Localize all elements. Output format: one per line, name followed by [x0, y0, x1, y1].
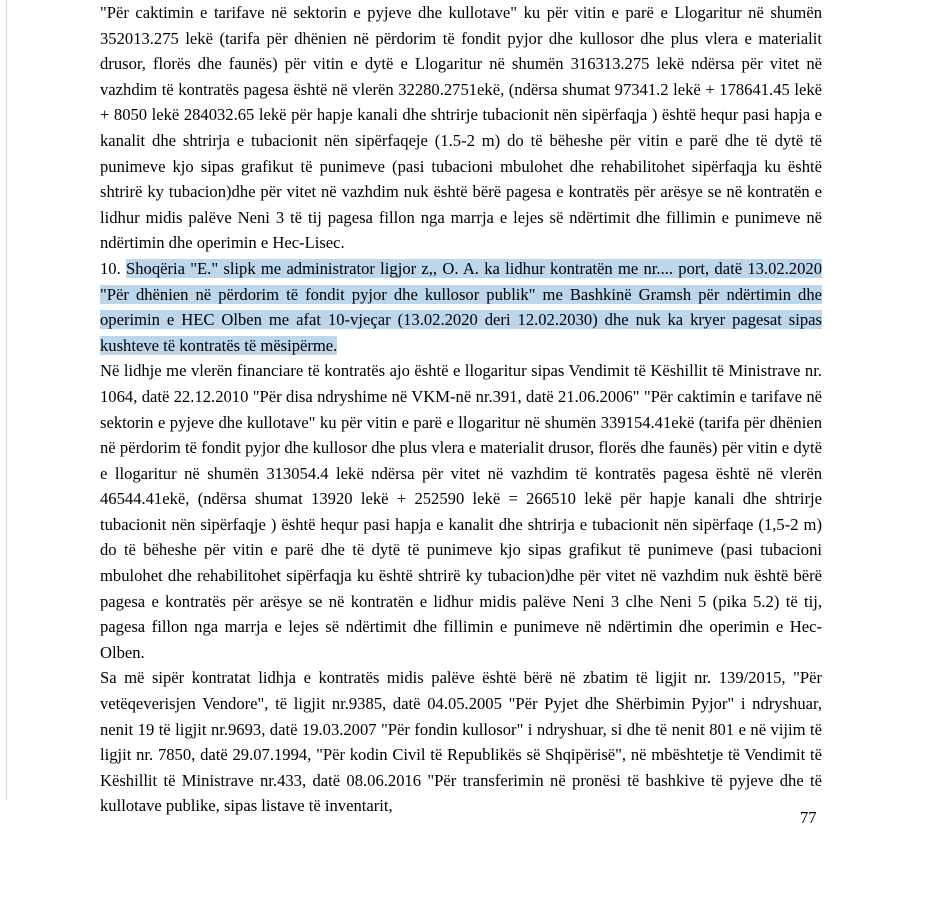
page-number: 77: [800, 808, 817, 827]
scan-edge: [0, 0, 7, 800]
paragraph-4-text: Sa më sipër kontratat lidhja e kontratës midis palëve është bërë në zbatim të ligjit nr. 139/2015, "Për vetëqeverisjen Vendore", të ligjit nr.9385, datë 04.05.2005 "Për Pyjet dhe Shërbimin Pyjor" i ndryshuar, nenit 19 të ligjit nr.9693, datë 19.03.2007 "Për fondin kullosor" i ndryshuar, si dhe të nenit 801 e në vijim të ligjit nr. 7850, datë 29.07.1994, "Për kodin Civil të Republikës së Shqipërisë", në mbështetje të Vendimit të Këshillit të Ministrave nr.433, datë 08.06.2016 "Për transferimin në pronësi të bashkive të pyjeve dhe të kullotave publike, sipas listave të inventarit,: [100, 668, 822, 816]
paragraph-1: [100, 0, 822, 256]
paragraph-3: [100, 358, 822, 665]
paragraph-2-highlighted: [100, 256, 822, 358]
paragraph-1-text: "Për caktimin e tarifave në sektorin e pyjeve dhe kullotave" ku për vitin e parë e Llogaritur në shumën 352013.275 lekë (tarifa për dhënien në përdorim të fondit pyjor dhe kullosor dhe plus vlera e materialit drusor, florës dhe faunës) për vitin e dytë e Llogaritur në shumën 316313.275 lekë ndërsa për vitet në vazhdim të kontratës pagesa është në vlerën 32280.2751ekë, (ndërsa shumat 97341.2 lekë + 178641.45 lekë + 8050 lekë 284032.65 lekë për hapje kanali dhe shtrirje tubacionit nën sipërfaqja ) është hequr pasi hapja e kanalit dhe shtrirja e tubacionit nën sipërfaqeje (1.5-2 m) do të bëheshe për vitin e parë dhe të dytë të punimeve kjo sipas grafikut të punimeve (pasi tubacioni mbulohet dhe rehabilitohet sipërfaqja ku është shtrirë ky tubacion)dhe për vitet në vazhdim nuk është bërë pagesa e kontratës për arësye se në kontratën e lidhur midis palëve Neni 3 të tij pagesa fillon nga marrja e lejes së ndërtimit dhe fillimin e punimeve në ndërtimin dhe operimin e Hec-Lisec.: [100, 3, 822, 253]
paragraph-2-text: Shoqëria "E." slipk me administrator ligjor z,, O. A. ka lidhur kontratën me nr.... port, datë 13.02.2020 "Për dhënien në përdorim të fondit pyjor dhe kullosor publik" me Bashkinë Gramsh për ndërtimin dhe operimin e HEC Olben me afat 10-vjeçar (13.02.2020 deri 12.02.2030) dhe nuk ka kryer pagesat sipas kushteve të kontratës të mësipërme.: [100, 258, 822, 355]
paragraph-2-number: 10.: [100, 258, 127, 278]
document-text-column: [100, 0, 822, 819]
paragraph-3-text: Në lidhje me vlerën financiare të kontratës ajo është e llogaritur sipas Vendimit të Këshillit të Ministrave nr. 1064, datë 22.12.2010 "Për disa ndryshime në VKM-në nr.391, datë 21.06.2006" "Për caktimin e tarifave në sektorin e pyjeve dhe kullotave" ku për vitin e parë e llogaritur në shumën 339154.41ekë (tarifa për dhënien në përdorim të fondit pyjor dhe kullosor dhe plus vlera e materialit drusor, florës dhe faunës) për vitin e dytë e llogaritur në shumën 313054.4 lekë ndërsa për vitet në vazhdim të kontratës pagesa është në vlerën 46544.41ekë, (ndërsa shumat 13920 lekë + 252590 lekë = 266510 lekë për hapje kanali dhe shtrirje tubacionit nën sipërfaqje ) është hequr pasi hapja e kanalit dhe shtrirja e tubacionit nën sipërfaqe (1,5-2 m) do të bëheshe për vitin e parë dhe të dytë të punimeve kjo sipas grafikut të punimeve (pasi tubacioni mbulohet dhe rehabilitohet sipërfaqja ku është shtrirë ky tubacion)dhe për vitet në vazhdim nuk është bërë pagesa e kontratës për arësye se në kontratën e lidhur midis palëve Neni 3 clhe Neni 5 (pika 5.2) të tij, pagesa fillon nga marrja e lejes së ndërtimit dhe fillimin e punimeve në ndërtimin dhe operimin e Hec-Olben.: [100, 361, 822, 662]
paragraph-4: [100, 665, 822, 819]
